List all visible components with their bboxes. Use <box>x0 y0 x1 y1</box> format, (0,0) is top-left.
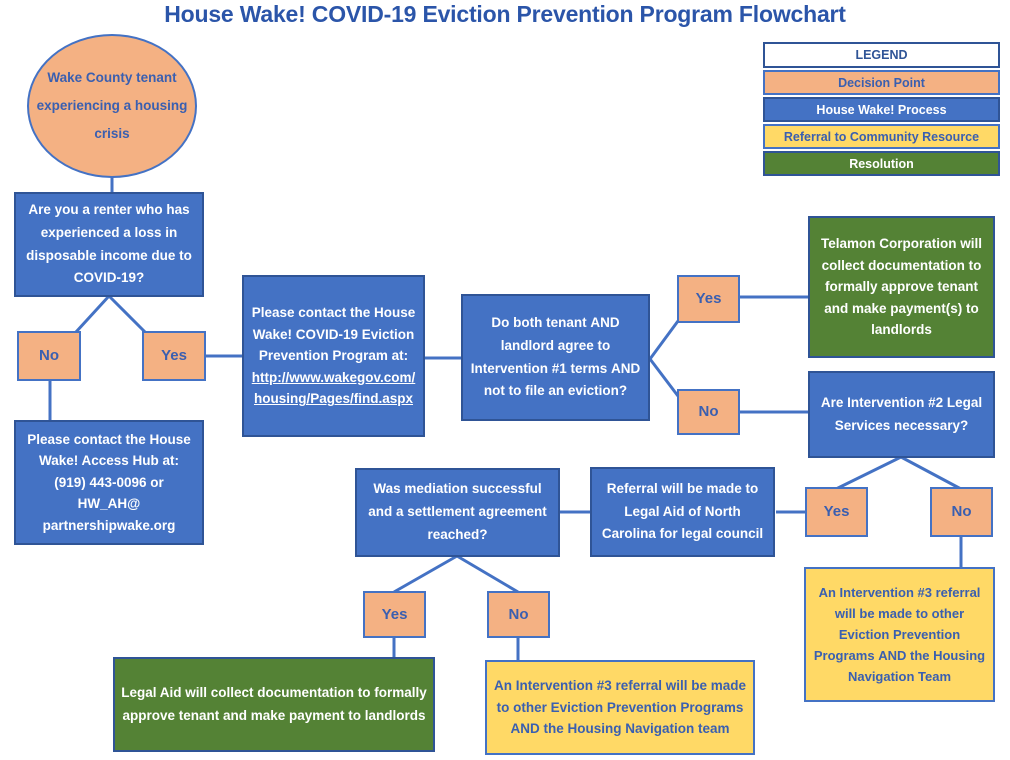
legend-item-house-wake-process: House Wake! Process <box>763 97 1000 122</box>
node-legal-aid-resolution-text: Legal Aid will collect documentation to formally approve tenant and make payment to landlords <box>121 684 427 723</box>
decision-legal-yes <box>805 487 868 537</box>
wakegov-link[interactable]: http://www.wakegov.com/housing/Pages/find.aspx <box>251 369 416 407</box>
node-referral-programs-after-mediation-text: An Intervention #3 referral will be made to other Eviction Prevention Programs AND the Housing Navigation team <box>493 678 747 737</box>
node-question-covid-income-loss-text: Are you a renter who has experienced a loss in disposable income due to COVID-19? <box>26 201 192 286</box>
decision-agreement-no-label: No <box>698 403 719 421</box>
decision-mediation-yes <box>363 591 426 638</box>
node-question-mediation <box>355 468 560 557</box>
decision-agreement-yes-label: Yes <box>695 290 722 308</box>
node-referral-programs-after-legal-text: An Intervention #3 referral will be made to other Eviction Prevention Programs AND the Housing Navigation Team <box>813 584 986 685</box>
node-referral-programs-after-mediation <box>485 660 755 755</box>
decision-legal-yes-label: Yes <box>823 503 850 521</box>
node-question-legal-services <box>808 371 995 458</box>
decision-agreement-yes <box>677 275 740 323</box>
node-referral-legal-aid <box>590 467 775 557</box>
legend-title: LEGEND <box>763 42 1000 68</box>
decision-covid-no-label: No <box>39 347 59 365</box>
decision-mediation-no <box>487 591 550 638</box>
legend-item-resolution: Resolution <box>763 151 1000 176</box>
legend-item-referral: Referral to Community Resource <box>763 124 1000 149</box>
legend <box>763 42 1000 178</box>
page-title: House Wake! COVID-19 Eviction Prevention Program Flowchart <box>164 1 846 27</box>
node-telamon-resolution-text: Telamon Corporation will collect documentation to formally approve tenant and make payment(s) to landlords <box>820 236 982 338</box>
legend-item-decision-point: Decision Point <box>763 70 1000 95</box>
decision-legal-no-label: No <box>951 503 972 521</box>
node-question-covid-income-loss <box>14 192 204 297</box>
node-legal-aid-resolution <box>113 657 435 752</box>
node-telamon-resolution <box>808 216 995 358</box>
node-referral-legal-aid-text: Referral will be made to Legal Aid of North Carolina for legal council <box>601 480 764 542</box>
decision-mediation-no-label: No <box>508 605 529 623</box>
node-referral-programs-after-legal <box>804 567 995 702</box>
decision-agreement-no <box>677 389 740 435</box>
node-question-agreement-text: Do both tenant AND landlord agree to Intervention #1 terms AND not to file an eviction? <box>470 314 641 399</box>
node-epp-contact-text: Please contact the House Wake! COVID-19 Eviction Prevention Program at: <box>251 305 416 364</box>
decision-legal-no <box>930 487 993 537</box>
node-question-mediation-text: Was mediation successful and a settlement agreement reached? <box>368 481 547 542</box>
node-start-tenant-crisis-text: Wake County tenant experiencing a housing crisis <box>36 70 188 141</box>
node-access-hub-contact-text: Please contact the House Wake! Access Hub at: (919) 443-0096 or HW_AH@ partnershipwake.org <box>27 431 191 533</box>
decision-mediation-yes-label: Yes <box>381 605 408 623</box>
node-question-legal-services-text: Are Intervention #2 Legal Services necessary? <box>820 394 983 433</box>
node-access-hub-contact <box>14 420 204 545</box>
node-start-tenant-crisis <box>27 34 197 178</box>
decision-covid-no <box>17 331 81 381</box>
node-question-agreement <box>461 294 650 421</box>
decision-covid-yes-label: Yes <box>161 347 187 365</box>
decision-covid-yes <box>142 331 206 381</box>
node-epp-contact <box>242 275 425 437</box>
